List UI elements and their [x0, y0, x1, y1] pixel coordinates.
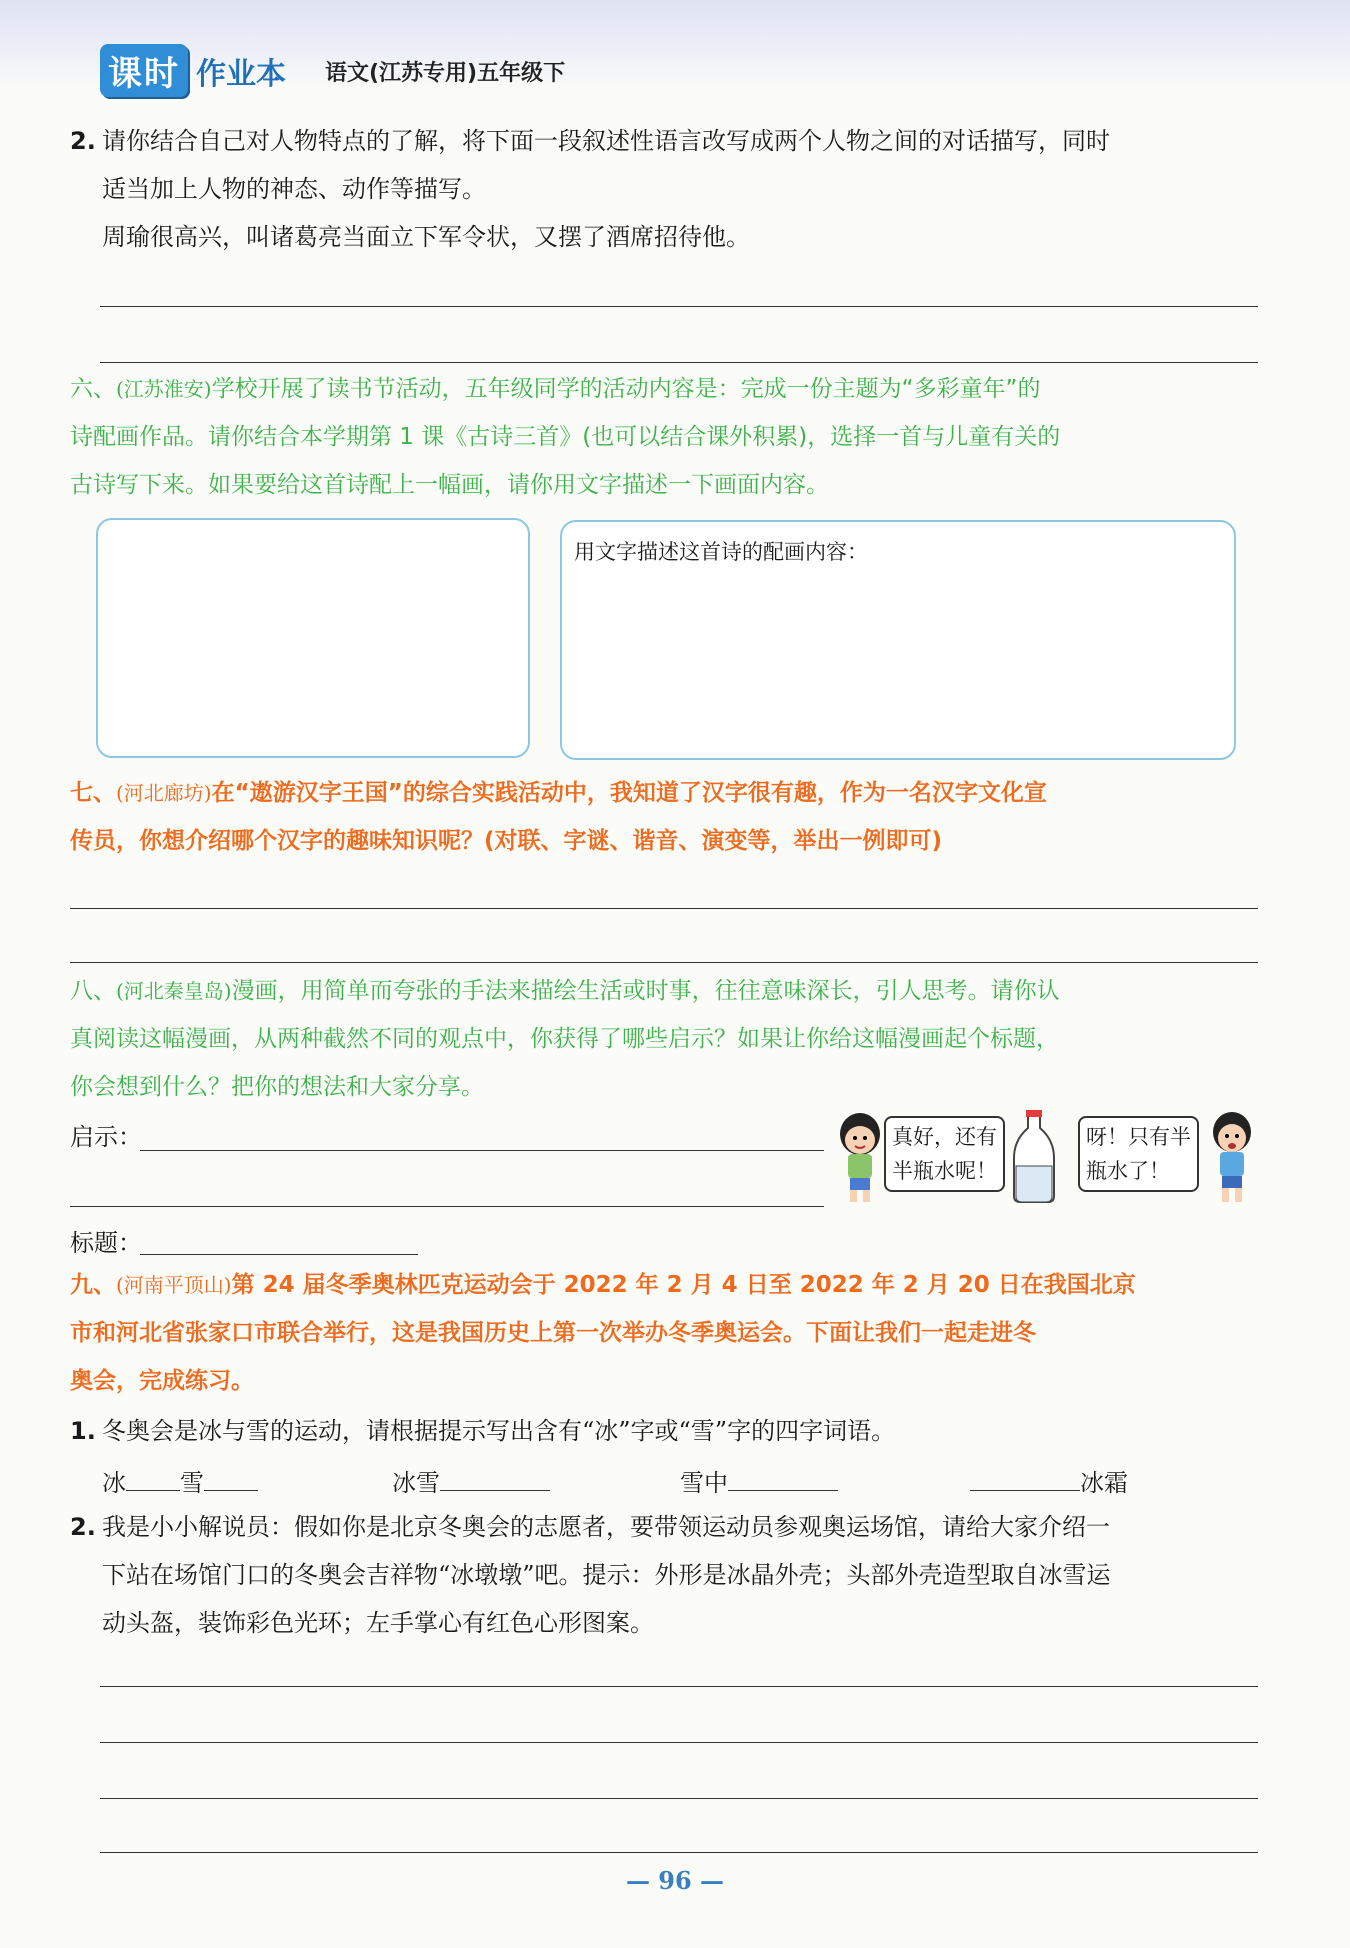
- bubble-left-line2: 半瓶水呢！: [892, 1159, 997, 1183]
- answer-line[interactable]: [100, 1742, 1258, 1743]
- description-box[interactable]: [560, 520, 1236, 760]
- q6-line1: [70, 374, 1040, 404]
- page-number: — 96 —: [625, 1866, 725, 1895]
- bubble-right-line2: 瓶水了！: [1086, 1159, 1170, 1183]
- q9-1-text: 冬奥会是冰与雪的运动，请根据提示写出含有“冰”字或“雪”字的四字词语。: [102, 1417, 896, 1445]
- speech-bubble-right: [1078, 1116, 1199, 1192]
- fill-item-4: 冰霜: [970, 1464, 1128, 1498]
- q9-source: (河南平顶山): [116, 1273, 232, 1297]
- title-line[interactable]: [140, 1254, 418, 1255]
- q9-2-number: 2.: [70, 1513, 96, 1541]
- q7-line2: 传员，你想介绍哪个汉字的趣味知识呢？(对联、字谜、谐音、演变等，举出一例即可): [70, 828, 943, 854]
- q8-line2: 真阅读这幅漫画，从两种截然不同的观点中，你获得了哪些启示？如果让你给这幅漫画起个标题，: [70, 1026, 1059, 1052]
- q7-label: 七、: [70, 780, 116, 806]
- logo: [100, 44, 286, 97]
- blank[interactable]: [440, 1464, 550, 1491]
- q8-label: 八、: [70, 978, 116, 1004]
- insight-line[interactable]: [70, 1206, 824, 1207]
- title-label: 标题：: [70, 1229, 142, 1257]
- answer-line[interactable]: [100, 362, 1258, 363]
- q9-text1: 第 24 届冬季奥林匹克运动会于 2022 年 2 月 4 日至 2022 年 2 月 20 日在我国北京: [231, 1272, 1136, 1298]
- q5-2-line2: 适当加上人物的神态、动作等描写。: [102, 175, 486, 203]
- q5-2-line1: 请你结合自己对人物特点的了解，将下面一段叙述性语言改写成两个人物之间的对话描写，同时: [102, 127, 1110, 155]
- q9-2-line2: 下站在场馆门口的冬奥会吉祥物“冰墩墩”吧。提示：外形是冰晶外壳；头部外壳造型取自冰雪运: [102, 1561, 1111, 1589]
- boy-left-icon: [840, 1113, 880, 1202]
- q7-text1: 在“遨游汉字王国”的综合实践活动中，我知道了汉字很有趣，作为一名汉字文化宣: [211, 780, 1047, 806]
- q6-line3: 古诗写下来。如果要给这首诗配上一幅画，请你用文字描述一下画面内容。: [70, 472, 829, 498]
- logo-mark: 课时: [100, 44, 188, 97]
- q9-label: 九、: [70, 1272, 116, 1298]
- q7-source: (河北廊坊): [116, 781, 212, 805]
- q9-2-line1: 我是小小解说员：假如你是北京冬奥会的志愿者，要带领运动员参观奥运场馆，请给大家介绍一: [102, 1513, 1110, 1541]
- q8-line1: [70, 976, 1060, 1006]
- fill-item-3: 雪中: [680, 1464, 838, 1498]
- q8-text1: 漫画，用简单而夸张的手法来描绘生活或时事，往往意味深长，引人思考。请你认: [231, 978, 1060, 1004]
- answer-line[interactable]: [100, 1686, 1258, 1687]
- insight-line[interactable]: [140, 1150, 824, 1151]
- q9-2-line3: 动头盔，装饰彩色光环；左手掌心有红色心形图案。: [102, 1609, 654, 1637]
- drawing-box[interactable]: [96, 518, 530, 758]
- q6-line2: 诗配画作品。请你结合本学期第 1 课《古诗三首》(也可以结合课外积累)，选择一首与儿童有关的: [70, 424, 1061, 450]
- q8-source: (河北秦皇岛): [116, 979, 232, 1003]
- insight-label: 启示：: [70, 1123, 142, 1151]
- bottle-icon: [1014, 1110, 1054, 1202]
- q6-text1: 学校开展了读书节活动，五年级同学的活动内容是：完成一份主题为“多彩童年”的: [211, 376, 1041, 402]
- blank[interactable]: [204, 1464, 258, 1491]
- description-box-label: 用文字描述这首诗的配画内容：: [574, 540, 868, 564]
- q5-2-line3: 周瑜很高兴，叫诸葛亮当面立下军令状，又摆了酒席招待他。: [102, 223, 750, 251]
- q5-2-number: 2.: [70, 127, 96, 155]
- logo-text: 作业本: [196, 56, 286, 92]
- q8-line3: 你会想到什么？把你的想法和大家分享。: [70, 1074, 484, 1100]
- header-subject: 语文(江苏专用)五年级下: [325, 61, 566, 86]
- q9-line3: 奥会，完成练习。: [70, 1368, 254, 1394]
- boy-right-icon: [1213, 1112, 1251, 1202]
- blank[interactable]: [728, 1464, 838, 1491]
- q9-line2: 市和河北省张家口市联合举行，这是我国历史上第一次举办冬季奥运会。下面让我们一起走进冬: [70, 1320, 1036, 1346]
- answer-line[interactable]: [100, 306, 1258, 307]
- bubble-right-line1: 呀！只有半: [1086, 1125, 1191, 1149]
- q6-label: 六、: [70, 376, 116, 402]
- answer-line[interactable]: [70, 962, 1258, 963]
- bubble-left-line1: 真好，还有: [892, 1125, 997, 1149]
- fill-item-1: 冰 雪: [102, 1464, 258, 1498]
- q9-1-number: 1.: [70, 1417, 96, 1445]
- blank[interactable]: [126, 1464, 180, 1491]
- speech-bubble-left: [884, 1116, 1005, 1192]
- blank[interactable]: [970, 1464, 1080, 1491]
- fill-item-2: 冰雪: [392, 1464, 550, 1498]
- q6-source: (江苏淮安): [116, 377, 212, 401]
- answer-line[interactable]: [70, 908, 1258, 909]
- answer-line[interactable]: [100, 1852, 1258, 1853]
- q7-line1: [70, 778, 1047, 808]
- answer-line[interactable]: [100, 1798, 1258, 1799]
- q9-line1: [70, 1270, 1136, 1300]
